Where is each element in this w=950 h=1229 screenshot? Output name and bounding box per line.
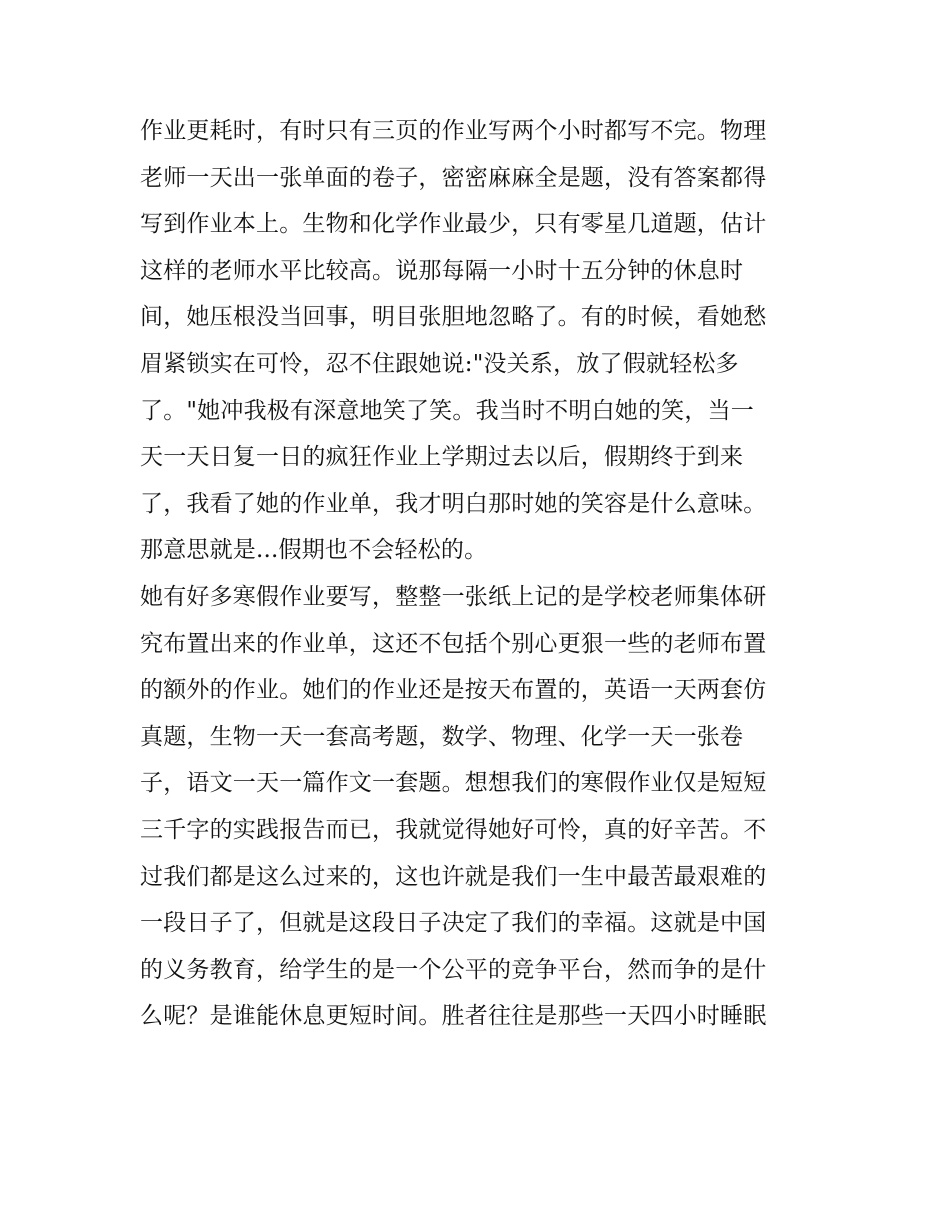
text-line: 了，我看了她的作业单，我才明白那时她的笑容是什么意味。 [140, 490, 767, 517]
text-line: 了。"她冲我极有深意地笑了笑。我当时不明白她的笑，当一 [140, 397, 754, 424]
text-line: 眉紧锁实在可怜，忍不住跟她说:"没关系，放了假就轻松多 [140, 350, 739, 377]
text-line: 子，语文一天一篇作文一套题。想想我们的寒假作业仅是短短 [140, 770, 767, 797]
text-line: 写到作业本上。生物和化学作业最少，只有零星几道题，估计 [140, 211, 767, 238]
text-line: 过我们都是这么过来的，这也许就是我们一生中最苦最艰难的 [140, 863, 767, 890]
text-line: 老师一天出一张单面的卷子，密密麻麻全是题，没有答案都得 [140, 164, 767, 191]
text-line: 那意思就是...假期也不会轻松的。 [140, 537, 488, 564]
text-line: 她有好多寒假作业要写，整整一张纸上记的是学校老师集体研 [140, 583, 767, 610]
text-line: 的额外的作业。她们的作业还是按天布置的，英语一天两套仿 [140, 677, 767, 704]
text-line: 究布置出来的作业单，这还不包括个别心更狠一些的老师布置 [140, 630, 767, 657]
text-line: 三千字的实践报告而已，我就觉得她好可怜，真的好辛苦。不 [140, 816, 767, 843]
text-line: 作业更耗时，有时只有三页的作业写两个小时都写不完。物理 [140, 118, 767, 144]
text-line: 真题，生物一天一套高考题，数学、物理、化学一天一张卷 [140, 723, 744, 750]
text-line: 这样的老师水平比较高。说那每隔一小时十五分钟的休息时 [140, 257, 744, 284]
text-line: 么呢？是谁能休息更短时间。胜者往往是那些一天四小时睡眠 [140, 1003, 767, 1030]
text-line: 一段日子了，但就是这段日子决定了我们的幸福。这就是中国 [140, 910, 767, 937]
text-line: 天一天日复一日的疯狂作业上学期过去以后，假期终于到来 [140, 444, 744, 471]
body-text [140, 108, 820, 1040]
text-line: 间，她压根没当回事，明目张胆地忽略了。有的时候，看她愁 [140, 304, 767, 331]
text-line: 的义务教育，给学生的是一个公平的竞争平台，然而争的是什 [140, 956, 767, 983]
